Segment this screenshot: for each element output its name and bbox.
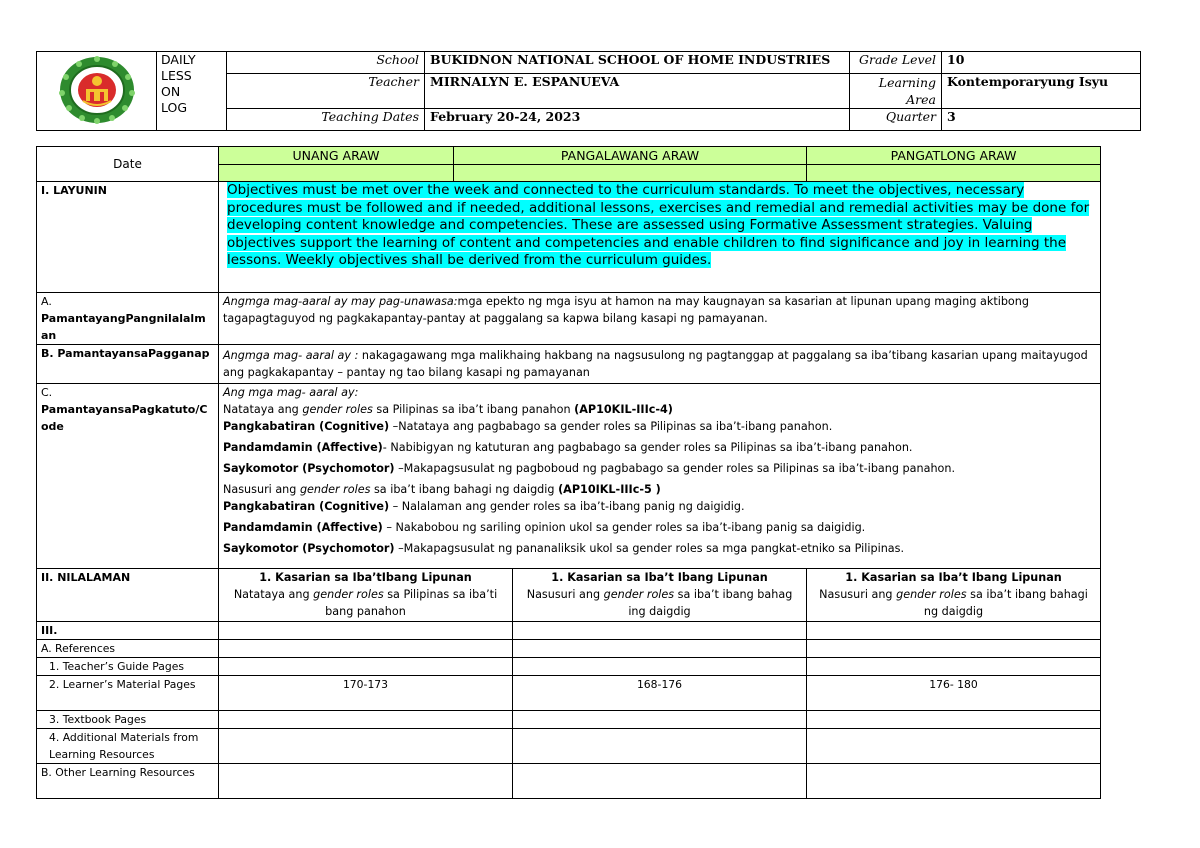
other-resources-label: B. Other Learning Resources	[37, 764, 219, 799]
c-intro: Ang mga mag- aaral ay:	[223, 386, 359, 399]
c-content	[219, 384, 1101, 569]
teacher-label: Teacher	[227, 74, 425, 109]
day-header-2: PANGALAWANG ARAW	[454, 147, 807, 165]
day-header-1: UNANG ARAW	[219, 147, 454, 165]
b-content	[219, 345, 1101, 384]
school-seal-logo	[57, 55, 137, 125]
c-competency-1	[223, 401, 1096, 418]
content-day-3	[807, 569, 1101, 622]
additional-materials-label: 4. Additional Materials from Learning Resources	[37, 729, 219, 764]
content-desc	[811, 586, 1096, 620]
a-label	[37, 293, 219, 345]
content-em: gender roles	[313, 588, 384, 601]
objectives-note	[219, 182, 1101, 293]
c2-pre: Nasusuri ang	[223, 483, 300, 496]
c2c-label: Saykomotor (Psychomotor)	[223, 542, 395, 555]
c1-cognitive	[223, 418, 1096, 435]
other-resources-row	[37, 764, 1101, 799]
school-label: School	[227, 52, 425, 74]
c2-em: gender roles	[299, 483, 371, 496]
teachers-guide-row	[37, 658, 1101, 676]
c1-em: gender roles	[302, 403, 373, 416]
learners-material-label: 2. Learner’s Material Pages	[37, 676, 219, 711]
c1a-text: –Natataya ang pagbabago sa gender roles sa Pilipinas sa iba’t-ibang panahon.	[389, 420, 833, 433]
quarter-label: Quarter	[850, 109, 942, 131]
iii-row	[37, 622, 1101, 640]
b-label: B. PamantayansaPagganap	[37, 345, 219, 384]
c2-affective	[223, 519, 1096, 536]
c2b-text: – Nakabobou ng sariling opinion ukol sa gender roles sa iba’t-ibang panig sa daigidig.	[382, 521, 866, 534]
grade-level-value: 10	[942, 52, 1141, 74]
day-blank-3	[807, 165, 1101, 182]
pamantayang-pangnilalaman-row	[37, 293, 1101, 345]
c1c-text: –Makapagsusulat ng pagboboud ng pagbabago sa gender roles sa Pilipinas sa iba’t-ibang panahon.	[394, 462, 956, 475]
references-row	[37, 640, 1101, 658]
pamantayan-sa-pagkatuto-row	[37, 384, 1101, 569]
references-day-1	[219, 640, 513, 658]
references-day-3	[807, 640, 1101, 658]
c1a-label: Pangkabatiran (Cognitive)	[223, 420, 390, 433]
content-post: sa Pilipinas sa iba’ti bang panahon	[325, 588, 498, 618]
other-resources-day-1	[219, 764, 513, 799]
c2a-text: – Nalalaman ang gender roles sa iba’t-ibang panig ng daigidig.	[389, 500, 745, 513]
content-post: sa iba’t ibang bahagi ng daigdig	[923, 588, 1088, 618]
content-day-2	[513, 569, 807, 622]
learners-material-day-1: 170-173	[219, 676, 513, 711]
references-day-2	[513, 640, 807, 658]
teachers-guide-day-2	[513, 658, 807, 676]
pamantayan-sa-pagganap-row	[37, 345, 1101, 384]
textbook-label: 3. Textbook Pages	[37, 711, 219, 729]
c-label-line2: PamantayansaPagkatuto/C ode	[41, 403, 208, 433]
content-title: 1. Kasarian sa Iba’t Ibang Lipunan	[845, 571, 1062, 584]
teaching-dates-value: February 20-24, 2023	[425, 109, 850, 131]
content-title: 1. Kasarian sa Iba’t Ibang Lipunan	[551, 571, 768, 584]
c2c-text: –Makapagsusulat ng pananaliksik ukol sa gender roles sa mga pangkat-etniko sa Pilipinas.	[394, 542, 905, 555]
textbook-day-2	[513, 711, 807, 729]
teachers-guide-day-1	[219, 658, 513, 676]
content-day-1	[219, 569, 513, 622]
quarter-value: 3	[942, 109, 1141, 131]
day-blank-1	[219, 165, 454, 182]
c1-psychomotor	[223, 460, 1096, 477]
dll-line: LOG	[161, 100, 188, 115]
additional-materials-day-3	[807, 729, 1101, 764]
textbook-day-3	[807, 711, 1101, 729]
content-desc	[223, 586, 508, 620]
c1b-label: Pandamdamin (Affective)	[223, 441, 383, 454]
a-text: mga epekto ng mga isyu at hamon na may kaugnayan sa kasarian at lipunan upang maging aktibong tagapagtaguyod ng pagkakapantay-pantay at paggalang sa kapwa bilang kasapi ng pamayanan.	[223, 295, 1029, 325]
additional-materials-row	[37, 729, 1101, 764]
textbook-day-1	[219, 711, 513, 729]
date-label: Date	[37, 147, 219, 182]
c1-code: (AP10KIL-IIIc-4)	[574, 403, 673, 416]
dll-line: DAILY	[161, 52, 196, 67]
additional-materials-day-2	[513, 729, 807, 764]
c1-affective	[223, 439, 1096, 456]
c1-post: sa Pilipinas sa iba’t ibang panahon	[372, 403, 575, 416]
grade-level-label: Grade Level	[850, 52, 942, 74]
a-lead: Angmga mag-aaral ay may pag-unawasa:	[223, 295, 458, 308]
c1b-text: - Nabibigyan ng katuturan ang pagbabago sa gender roles sa Pilipinas sa iba’t-ibang panahon.	[382, 441, 913, 454]
content-pre: Natataya ang	[233, 588, 314, 601]
a-content	[219, 293, 1101, 345]
content-pre: Nasusuri ang	[526, 588, 604, 601]
teacher-value: MIRNALYN E. ESPANUEVA	[425, 74, 850, 109]
b-text: nakagagawang mga malikhaing hakbang na nagsusulong ng pagtanggap at paggalang sa iba’tibang kasarian upang maitayugod ang pagkakapantay – pantay ng tao bilang kasapi ng pamayanan	[223, 349, 1088, 379]
dll-title	[157, 52, 227, 131]
content-desc	[517, 586, 802, 620]
additional-materials-day-1	[219, 729, 513, 764]
c1c-label: Saykomotor (Psychomotor)	[223, 462, 395, 475]
c2-cognitive	[223, 498, 1096, 515]
c-label	[37, 384, 219, 569]
day-blank-2	[454, 165, 807, 182]
a-label-line2: PamantayangPangnilalalm an	[41, 312, 206, 342]
learning-area-label: Learning Area	[850, 74, 942, 109]
teaching-dates-label: Teaching Dates	[227, 109, 425, 131]
objectives-highlighted-text: Objectives must be met over the week and connected to the curriculum standards. To meet the objectives, necessary procedures must be followed and if needed, additional lessons, exercises and remedial and remedial activities may be done for developing content knowledge and competencies. These are assessed using Formative Assessment strategies. Valuing objectives support the learning of content and competencies and enable children to find significance and joy in learning the lessons. Weekly objectives shall be derived from the curriculum guides.	[227, 182, 1090, 269]
nilalaman-row	[37, 569, 1101, 622]
dll-line: ON	[161, 84, 181, 99]
day-header-3: PANGATLONG ARAW	[807, 147, 1101, 165]
c2b-label: Pandamdamin (Affective)	[223, 521, 383, 534]
c2-psychomotor	[223, 540, 1096, 557]
layunin-row	[37, 182, 1101, 293]
a-label-line1: A.	[41, 295, 52, 308]
textbook-row	[37, 711, 1101, 729]
iii-day-2	[513, 622, 807, 640]
school-value: BUKIDNON NATIONAL SCHOOL OF HOME INDUSTRIES	[425, 52, 850, 74]
c-competency-2	[223, 481, 1096, 498]
c2-code: (AP10IKL-IIIc-5 )	[558, 483, 661, 496]
c-label-line1: C.	[41, 386, 53, 399]
dll-line: LESS	[161, 68, 192, 83]
c2-post: sa iba’t ibang bahagi ng daigdig	[370, 483, 559, 496]
content-post: sa iba’t ibang bahag ing daigdig	[628, 588, 793, 618]
c1-pre: Natataya ang	[223, 403, 303, 416]
other-resources-day-3	[807, 764, 1101, 799]
content-title: 1. Kasarian sa Iba’tIbang Lipunan	[259, 571, 472, 584]
layunin-label: I. LAYUNIN	[37, 182, 219, 293]
other-resources-day-2	[513, 764, 807, 799]
content-pre: Nasusuri ang	[819, 588, 897, 601]
iii-day-1	[219, 622, 513, 640]
lesson-log-table	[36, 146, 1101, 799]
nilalaman-label: II. NILALAMAN	[37, 569, 219, 622]
content-em: gender roles	[896, 588, 967, 601]
learners-material-day-3: 176- 180	[807, 676, 1101, 711]
teachers-guide-label: 1. Teacher’s Guide Pages	[37, 658, 219, 676]
learning-area-value: Kontemporaryung Isyu	[942, 74, 1141, 109]
b-lead: Angmga mag- aaral ay :	[223, 349, 359, 362]
header-table	[36, 51, 1141, 131]
teachers-guide-day-3	[807, 658, 1101, 676]
iii-day-3	[807, 622, 1101, 640]
school-logo-cell	[37, 52, 157, 131]
content-em: gender roles	[603, 588, 675, 601]
c2a-label: Pangkabatiran (Cognitive)	[223, 500, 390, 513]
date-row	[37, 147, 1101, 165]
learners-material-row	[37, 676, 1101, 711]
iii-label: III.	[37, 622, 219, 640]
references-label: A. References	[37, 640, 219, 658]
learners-material-day-2: 168-176	[513, 676, 807, 711]
